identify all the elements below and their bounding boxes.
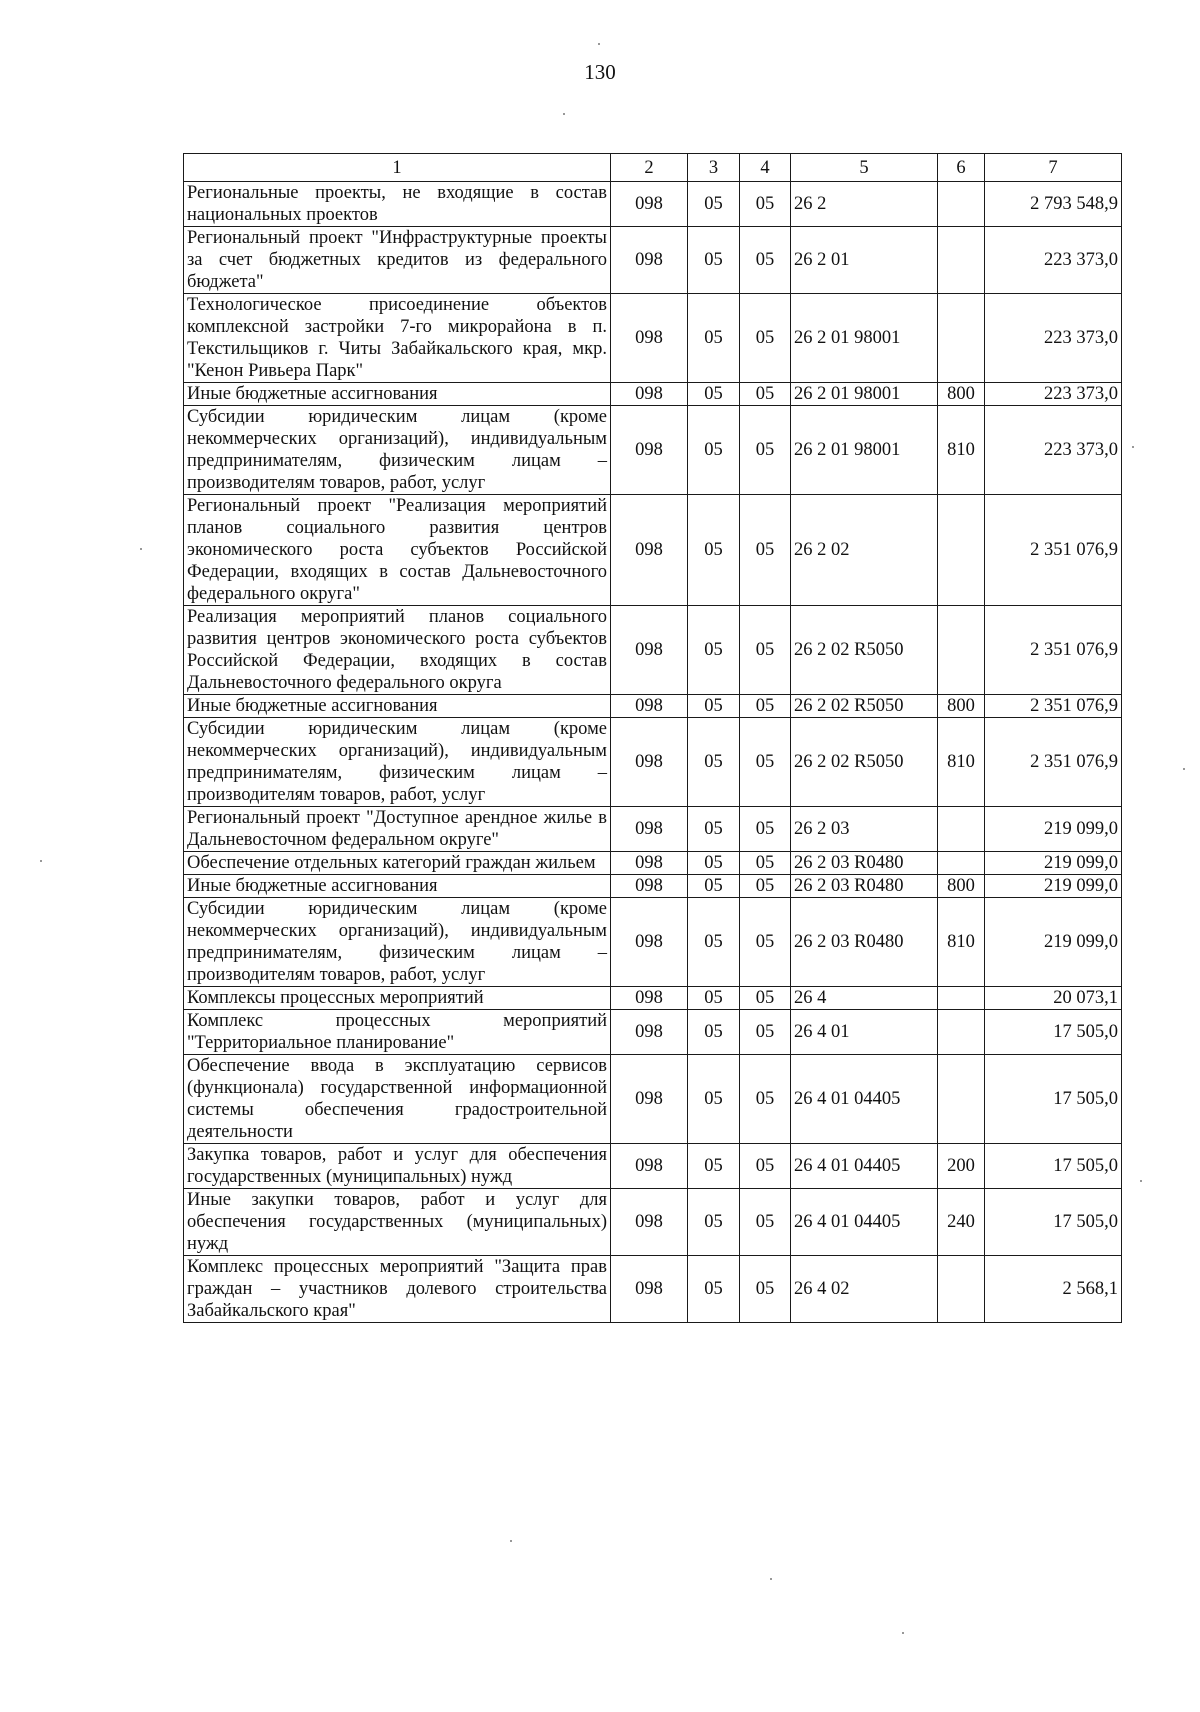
ministry-code-cell: 098 [611, 807, 688, 852]
amount-cell: 219 099,0 [985, 852, 1122, 875]
amount-cell: 223 373,0 [985, 406, 1122, 495]
row-name-cell: Комплекс процессных мероприятий "Защита прав граждан – участников долевого строительства Забайкальского края" [184, 1256, 611, 1323]
expense-type-cell [938, 182, 985, 227]
subsection-code-cell: 05 [740, 875, 791, 898]
expense-type-cell [938, 294, 985, 383]
scan-speck [770, 1578, 772, 1580]
amount-cell: 17 505,0 [985, 1010, 1122, 1055]
column-header-1: 1 [184, 154, 611, 182]
subsection-code-cell: 05 [740, 718, 791, 807]
row-name-cell: Иные закупки товаров, работ и услуг для обеспечения государственных (муниципальных) нужд [184, 1189, 611, 1256]
subsection-code-cell: 05 [740, 1010, 791, 1055]
amount-cell: 17 505,0 [985, 1055, 1122, 1144]
row-name-cell: Субсидии юридическим лицам (кроме некоммерческих организаций), индивидуальным предпринимателям, физическим лицам – производителям товаров, работ, услуг [184, 898, 611, 987]
table-row [184, 718, 1122, 807]
table-row [184, 875, 1122, 898]
expense-type-cell: 800 [938, 695, 985, 718]
column-header-6: 6 [938, 154, 985, 182]
subsection-code-cell: 05 [740, 383, 791, 406]
section-code-cell: 05 [688, 227, 740, 294]
ministry-code-cell: 098 [611, 875, 688, 898]
column-header-7: 7 [985, 154, 1122, 182]
ministry-code-cell: 098 [611, 406, 688, 495]
section-code-cell: 05 [688, 383, 740, 406]
table-row [184, 1256, 1122, 1323]
amount-cell: 2 351 076,9 [985, 695, 1122, 718]
section-code-cell: 05 [688, 294, 740, 383]
target-article-cell: 26 2 01 98001 [791, 294, 938, 383]
target-article-cell: 26 4 01 04405 [791, 1144, 938, 1189]
ministry-code-cell: 098 [611, 1256, 688, 1323]
row-name-cell: Иные бюджетные ассигнования [184, 875, 611, 898]
expense-type-cell [938, 807, 985, 852]
target-article-cell: 26 4 01 04405 [791, 1189, 938, 1256]
subsection-code-cell: 05 [740, 495, 791, 606]
row-name-cell: Субсидии юридическим лицам (кроме некоммерческих организаций), индивидуальным предпринимателям, физическим лицам – производителям товаров, работ, услуг [184, 718, 611, 807]
ministry-code-cell: 098 [611, 898, 688, 987]
target-article-cell: 26 4 [791, 987, 938, 1010]
section-code-cell: 05 [688, 1055, 740, 1144]
row-name-cell: Обеспечение ввода в эксплуатацию сервисов (функционала) государственной информационной системы обеспечения градостроительной деятельности [184, 1055, 611, 1144]
subsection-code-cell: 05 [740, 987, 791, 1010]
expense-type-cell [938, 852, 985, 875]
expense-type-cell: 810 [938, 898, 985, 987]
ministry-code-cell: 098 [611, 1189, 688, 1256]
expense-type-cell: 810 [938, 406, 985, 495]
section-code-cell: 05 [688, 898, 740, 987]
amount-cell: 2 568,1 [985, 1256, 1122, 1323]
column-header-4: 4 [740, 154, 791, 182]
row-name-cell: Иные бюджетные ассигнования [184, 383, 611, 406]
scan-speck [1140, 1180, 1142, 1182]
table-body [184, 182, 1122, 1323]
table-row [184, 807, 1122, 852]
column-header-2: 2 [611, 154, 688, 182]
table-row [184, 898, 1122, 987]
table-row [184, 695, 1122, 718]
target-article-cell: 26 2 01 98001 [791, 383, 938, 406]
row-name-cell: Закупка товаров, работ и услуг для обеспечения государственных (муниципальных) нужд [184, 1144, 611, 1189]
section-code-cell: 05 [688, 987, 740, 1010]
table-row [184, 383, 1122, 406]
target-article-cell: 26 2 03 R0480 [791, 875, 938, 898]
table-row [184, 987, 1122, 1010]
expense-type-cell: 800 [938, 875, 985, 898]
expense-type-cell [938, 227, 985, 294]
row-name-cell: Комплексы процессных мероприятий [184, 987, 611, 1010]
section-code-cell: 05 [688, 606, 740, 695]
expense-type-cell [938, 1010, 985, 1055]
table-row [184, 1010, 1122, 1055]
section-code-cell: 05 [688, 1189, 740, 1256]
table-row [184, 1055, 1122, 1144]
scan-speck [598, 43, 600, 45]
ministry-code-cell: 098 [611, 495, 688, 606]
ministry-code-cell: 098 [611, 227, 688, 294]
ministry-code-cell: 098 [611, 852, 688, 875]
row-name-cell: Региональные проекты, не входящие в состав национальных проектов [184, 182, 611, 227]
target-article-cell: 26 2 02 R5050 [791, 718, 938, 807]
section-code-cell: 05 [688, 852, 740, 875]
amount-cell: 219 099,0 [985, 898, 1122, 987]
ministry-code-cell: 098 [611, 987, 688, 1010]
table-row [184, 1189, 1122, 1256]
row-name-cell: Субсидии юридическим лицам (кроме некоммерческих организаций), индивидуальным предпринимателям, физическим лицам – производителям товаров, работ, услуг [184, 406, 611, 495]
section-code-cell: 05 [688, 1010, 740, 1055]
amount-cell: 2 351 076,9 [985, 606, 1122, 695]
target-article-cell: 26 4 02 [791, 1256, 938, 1323]
table-row [184, 495, 1122, 606]
table-row [184, 1144, 1122, 1189]
amount-cell: 223 373,0 [985, 227, 1122, 294]
ministry-code-cell: 098 [611, 1144, 688, 1189]
target-article-cell: 26 2 01 98001 [791, 406, 938, 495]
scan-speck [140, 548, 142, 550]
subsection-code-cell: 05 [740, 852, 791, 875]
section-code-cell: 05 [688, 406, 740, 495]
row-name-cell: Региональный проект "Инфраструктурные проекты за счет бюджетных кредитов из федерального бюджета" [184, 227, 611, 294]
table-row [184, 606, 1122, 695]
amount-cell: 17 505,0 [985, 1144, 1122, 1189]
table-header-row [184, 154, 1122, 182]
subsection-code-cell: 05 [740, 1144, 791, 1189]
expense-type-cell [938, 495, 985, 606]
expense-type-cell: 800 [938, 383, 985, 406]
amount-cell: 20 073,1 [985, 987, 1122, 1010]
row-name-cell: Технологическое присоединение объектов комплексной застройки 7-го микрорайона в п. Текстильщиков г. Читы Забайкальского края, мкр. "Кенон Ривьера Парк" [184, 294, 611, 383]
scan-speck [902, 1632, 904, 1634]
amount-cell: 223 373,0 [985, 294, 1122, 383]
column-header-5: 5 [791, 154, 938, 182]
target-article-cell: 26 2 03 R0480 [791, 898, 938, 987]
subsection-code-cell: 05 [740, 406, 791, 495]
target-article-cell: 26 2 [791, 182, 938, 227]
row-name-cell: Комплекс процессных мероприятий "Территориальное планирование" [184, 1010, 611, 1055]
table-row [184, 182, 1122, 227]
budget-table [183, 153, 1122, 1323]
scan-speck [563, 113, 565, 115]
section-code-cell: 05 [688, 695, 740, 718]
ministry-code-cell: 098 [611, 718, 688, 807]
amount-cell: 219 099,0 [985, 807, 1122, 852]
subsection-code-cell: 05 [740, 898, 791, 987]
ministry-code-cell: 098 [611, 695, 688, 718]
table-row [184, 852, 1122, 875]
amount-cell: 17 505,0 [985, 1189, 1122, 1256]
table-row [184, 406, 1122, 495]
section-code-cell: 05 [688, 1256, 740, 1323]
ministry-code-cell: 098 [611, 182, 688, 227]
expense-type-cell [938, 1256, 985, 1323]
scan-speck [1183, 768, 1185, 770]
target-article-cell: 26 2 02 R5050 [791, 695, 938, 718]
subsection-code-cell: 05 [740, 1055, 791, 1144]
ministry-code-cell: 098 [611, 606, 688, 695]
scan-speck [510, 1540, 512, 1542]
expense-type-cell [938, 606, 985, 695]
expense-type-cell: 240 [938, 1189, 985, 1256]
target-article-cell: 26 4 01 [791, 1010, 938, 1055]
section-code-cell: 05 [688, 875, 740, 898]
row-name-cell: Региональный проект "Реализация мероприятий планов социального развития центров экономического роста субъектов Российской Федерации, входящих в состав Дальневосточного федерального округа" [184, 495, 611, 606]
expense-type-cell: 200 [938, 1144, 985, 1189]
target-article-cell: 26 4 01 04405 [791, 1055, 938, 1144]
column-header-3: 3 [688, 154, 740, 182]
subsection-code-cell: 05 [740, 1256, 791, 1323]
target-article-cell: 26 2 03 R0480 [791, 852, 938, 875]
target-article-cell: 26 2 01 [791, 227, 938, 294]
subsection-code-cell: 05 [740, 695, 791, 718]
target-article-cell: 26 2 02 [791, 495, 938, 606]
target-article-cell: 26 2 03 [791, 807, 938, 852]
amount-cell: 2 351 076,9 [985, 718, 1122, 807]
ministry-code-cell: 098 [611, 1055, 688, 1144]
ministry-code-cell: 098 [611, 1010, 688, 1055]
subsection-code-cell: 05 [740, 227, 791, 294]
subsection-code-cell: 05 [740, 294, 791, 383]
row-name-cell: Региональный проект "Доступное арендное жилье в Дальневосточном федеральном округе" [184, 807, 611, 852]
amount-cell: 219 099,0 [985, 875, 1122, 898]
table-row [184, 227, 1122, 294]
section-code-cell: 05 [688, 718, 740, 807]
row-name-cell: Обеспечение отдельных категорий граждан жильем [184, 852, 611, 875]
expense-type-cell [938, 987, 985, 1010]
target-article-cell: 26 2 02 R5050 [791, 606, 938, 695]
amount-cell: 2 351 076,9 [985, 495, 1122, 606]
page-number: 130 [584, 60, 616, 84]
scan-speck [40, 860, 42, 862]
ministry-code-cell: 098 [611, 294, 688, 383]
section-code-cell: 05 [688, 182, 740, 227]
scan-speck [1132, 446, 1134, 448]
subsection-code-cell: 05 [740, 807, 791, 852]
subsection-code-cell: 05 [740, 606, 791, 695]
row-name-cell: Иные бюджетные ассигнования [184, 695, 611, 718]
ministry-code-cell: 098 [611, 383, 688, 406]
table-row [184, 294, 1122, 383]
section-code-cell: 05 [688, 495, 740, 606]
subsection-code-cell: 05 [740, 182, 791, 227]
expense-type-cell: 810 [938, 718, 985, 807]
amount-cell: 2 793 548,9 [985, 182, 1122, 227]
subsection-code-cell: 05 [740, 1189, 791, 1256]
section-code-cell: 05 [688, 807, 740, 852]
expense-type-cell [938, 1055, 985, 1144]
amount-cell: 223 373,0 [985, 383, 1122, 406]
section-code-cell: 05 [688, 1144, 740, 1189]
row-name-cell: Реализация мероприятий планов социального развития центров экономического роста субъектов Российской Федерации, входящих в состав Дальневосточного федерального округа [184, 606, 611, 695]
